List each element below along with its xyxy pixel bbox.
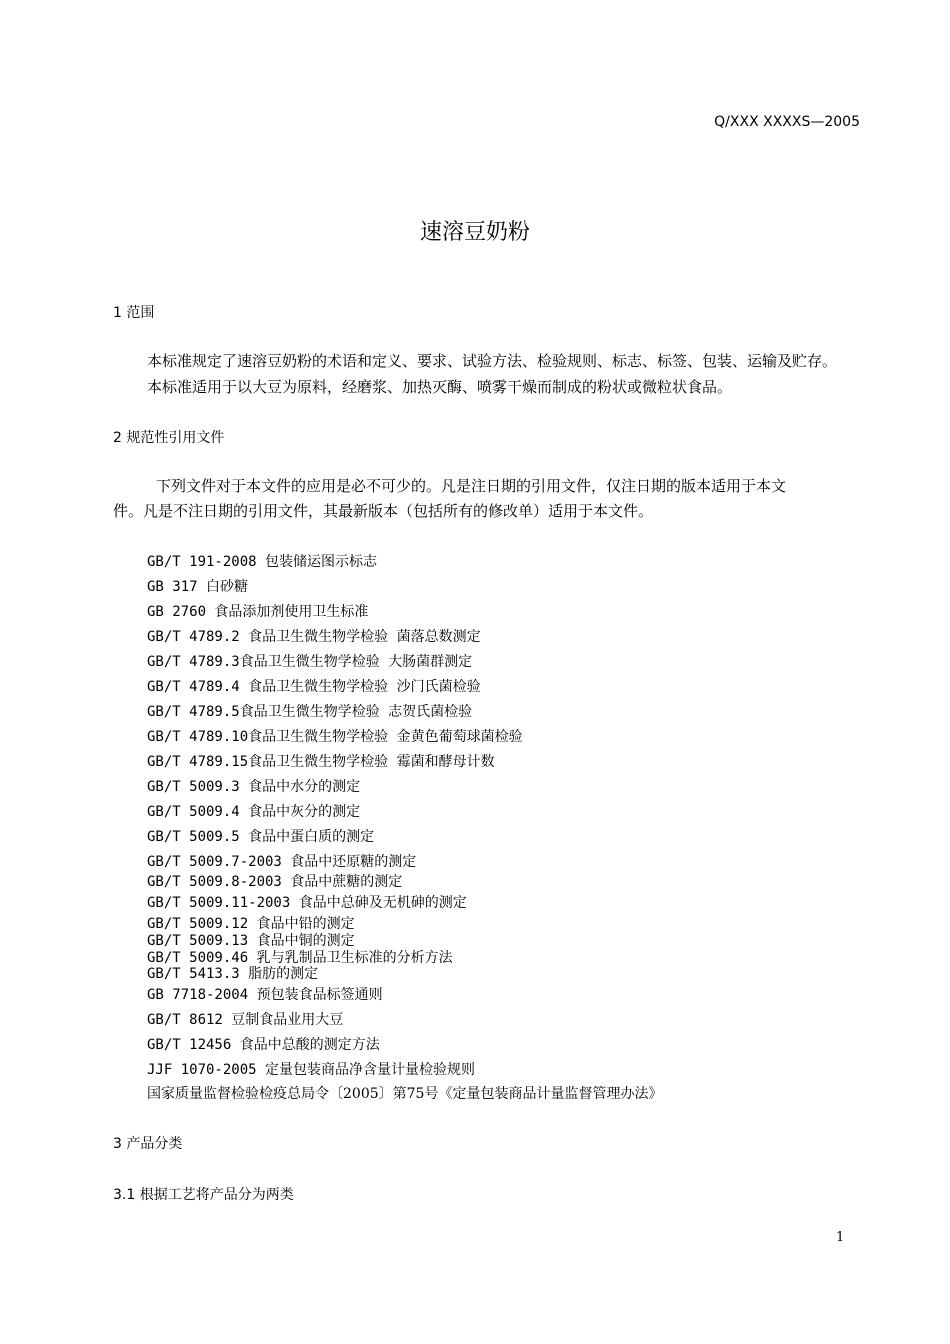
reference-item: GB 2760 食品添加剂使用卫生标准 <box>147 604 369 620</box>
reference-item: GB/T 191-2008 包装储运图示标志 <box>147 554 378 570</box>
reference-item: GB/T 5009.3 食品中水分的测定 <box>147 779 361 795</box>
reference-item: GB/T 5009.46 乳与乳制品卫生标准的分析方法 <box>147 950 453 966</box>
reference-item: GB/T 5009.8-2003 食品中蔗糖的测定 <box>147 874 403 890</box>
reference-item: GB/T 5413.3 脂肪的测定 <box>147 966 319 982</box>
reference-item: GB/T 5009.12 食品中铅的测定 <box>147 916 355 932</box>
reference-item: GB/T 4789.2 食品卫生微生物学检验 菌落总数测定 <box>147 629 481 645</box>
reference-item: GB/T 5009.11-2003 食品中总砷及无机砷的测定 <box>147 895 467 911</box>
reference-item: GB/T 5009.4 食品中灰分的测定 <box>147 804 361 820</box>
reference-item: GB/T 5009.7-2003 食品中还原糖的测定 <box>147 854 417 870</box>
reference-item: GB/T 4789.15食品卫生微生物学检验 霉菌和酵母计数 <box>147 754 495 770</box>
reference-item: GB/T 8612 豆制食品业用大豆 <box>147 1012 344 1028</box>
page-number: 1 <box>836 1230 845 1245</box>
section-2-intro: 件。凡是不注日期的引用文件，其最新版本（包括所有的修改单）适用于本文件。 <box>113 502 654 520</box>
document-code: Q/XXX XXXXS—2005 <box>714 114 860 130</box>
reference-item: JJF 1070-2005 定量包装商品净含量计量检验规则 <box>147 1062 476 1078</box>
section-3-1-heading: 3.1 根据工艺将产品分为两类 <box>113 1187 294 1203</box>
section-2-intro: 下列文件对于本文件的应用是必不可少的。凡是注日期的引用文件，仅注日期的版本适用于本文 <box>156 477 787 495</box>
reference-item: GB/T 4789.3食品卫生微生物学检验 大肠菌群测定 <box>147 654 473 670</box>
reference-item: GB 7718-2004 预包装食品标签通则 <box>147 987 383 1003</box>
section-1-paragraph: 本标准规定了速溶豆奶粉的术语和定义、要求、试验方法、检验规则、标志、标签、包装、运输及贮存。 <box>147 352 838 370</box>
reference-item: GB/T 4789.4 食品卫生微生物学检验 沙门氏菌检验 <box>147 679 481 695</box>
document-title: 速溶豆奶粉 <box>419 220 530 245</box>
section-1-heading: 1 范围 <box>113 305 155 321</box>
reference-item: GB/T 4789.5食品卫生微生物学检验 志贺氏菌检验 <box>147 704 473 720</box>
reference-item: GB/T 5009.13 食品中铜的测定 <box>147 933 355 949</box>
reference-item: 国家质量监督检验检疫总局令〔2005〕第75号《定量包装商品计量监督管理办法》 <box>147 1086 663 1102</box>
reference-item: GB 317 白砂糖 <box>147 579 249 595</box>
section-1-paragraph: 本标准适用于以大豆为原料，经磨浆、加热灭酶、喷雾干燥而制成的粉状或微粒状食品。 <box>147 378 733 396</box>
reference-item: GB/T 4789.10食品卫生微生物学检验 金黄色葡萄球菌检验 <box>147 729 523 745</box>
section-2-heading: 2 规范性引用文件 <box>113 430 225 446</box>
reference-item: GB/T 5009.5 食品中蛋白质的测定 <box>147 829 375 845</box>
section-3-heading: 3 产品分类 <box>113 1136 183 1152</box>
reference-item: GB/T 12456 食品中总酸的测定方法 <box>147 1037 380 1053</box>
